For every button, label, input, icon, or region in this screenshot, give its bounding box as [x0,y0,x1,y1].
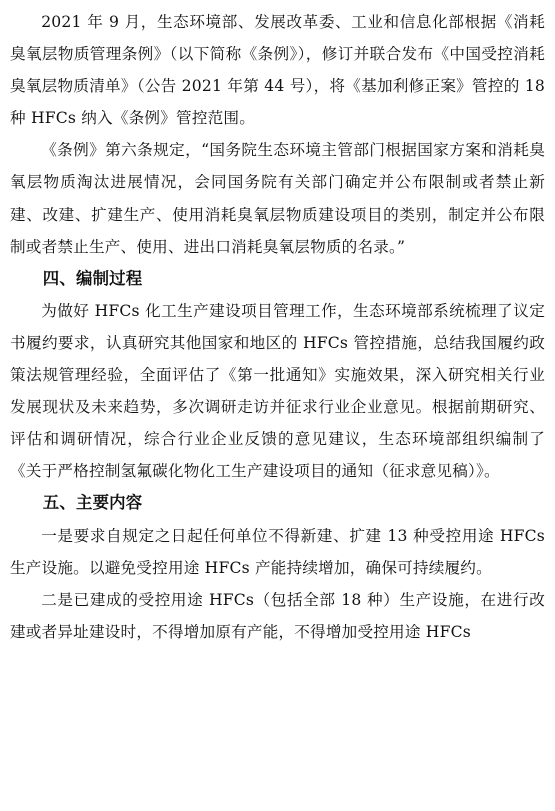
paragraph-point-one: 一是要求自规定之日起任何单位不得新建、扩建 13 种受控用途 HFCs 生产设施。以避免受控用途 HFCs 产能持续增加，确保可持续履约。 [10,526,545,577]
section-heading-main-content: 五、主要内容 [42,493,143,513]
paragraph-point-two: 二是已建成的受控用途 HFCs（包括全部 18 种）生产设施，在进行改建或者异址建设时，不得增加原有产能，不得增加受控用途 HFCs [10,590,545,641]
paragraph-regulation-revision: 2021 年 9 月，生态环境部、发展改革委、工业和信息化部根据《消耗臭氧层物质管理条例》（以下简称《条例》），修订并联合发布《中国受控消耗臭氧层物质清单》（公告 2021 年第 44 号），将《基加利修正案》管控的 18 种 HFCs 纳入《条例》管控范围。 [10,13,545,128]
paragraph-article-six: 《条例》第六条规定，“国务院生态环境主管部门根据国家方案和消耗臭氧层物质淘汰进展情况，会同国务院有关部门确定并公布限制或者禁止新建、改建、扩建生产、使用消耗臭氧层物质建设项目的类别，制定并公布限制或者禁止生产、使用、进出口消耗臭氧层物质的名录。” [10,141,545,256]
section-heading-compilation-process: 四、编制过程 [42,268,143,288]
paragraph-compilation-process: 为做好 HFCs 化工生产建设项目管理工作，生态环境部系统梳理了议定书履约要求，认真研究其他国家和地区的 HFCs 管控措施，总结我国履约政策法规管理经验，全面评估了《第一批通知》实施效果，深入研究相关行业发展现状及未来趋势，多次调研走访并征求行业企业意见。根据前期研究、评估和调研情况，综合行业企业反馈的意见建议，生态环境部组织编制了《关于严格控制氢氟碳化物化工生产建设项目的通知（征求意见稿）》。 [10,301,545,481]
